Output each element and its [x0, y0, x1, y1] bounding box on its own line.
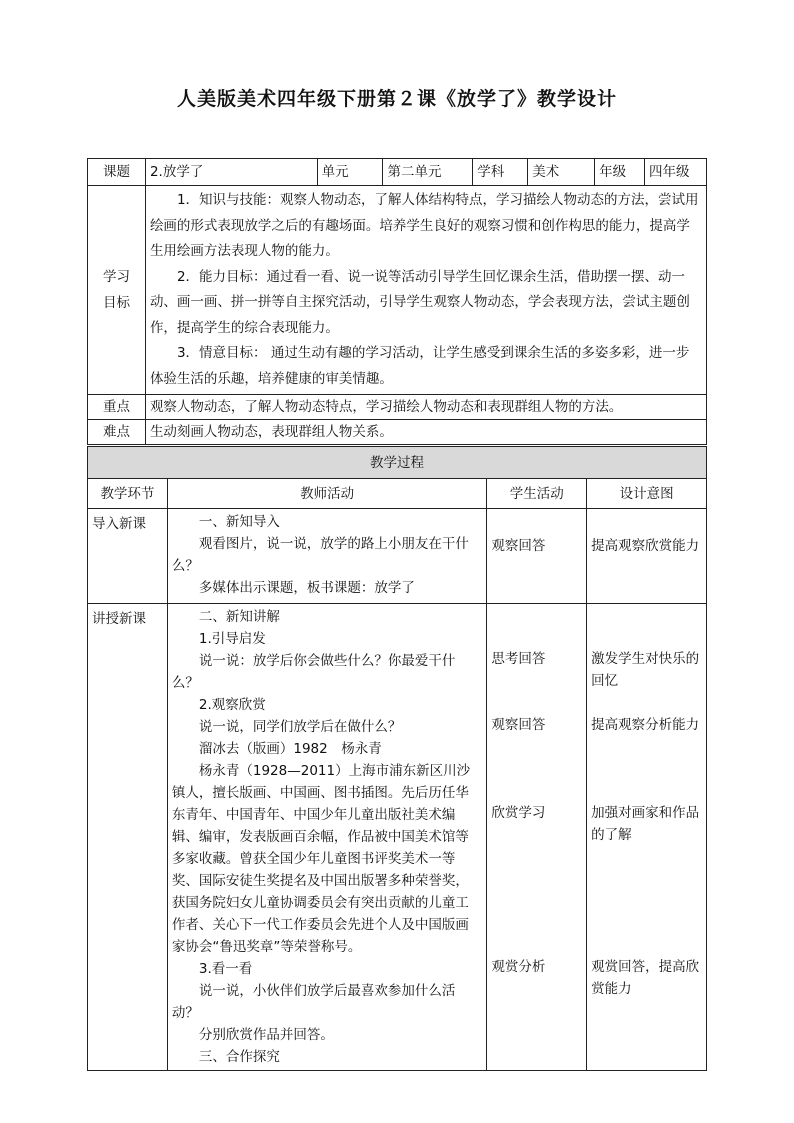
student-activity: 观赏分析: [491, 959, 546, 975]
difficulty-label: 难点: [88, 420, 146, 445]
grade-value: 四年级: [645, 159, 707, 186]
teach-step: 说一说：放学后你会做些什么？你最爱干什么？: [171, 653, 456, 691]
subject-label: 学科: [473, 159, 528, 186]
intro-student: 观察回答: [487, 509, 587, 604]
intro-intent: 提高观察欣赏能力: [587, 509, 707, 604]
teach-step: 杨永青（1928—2011）上海市浦东新区川沙镇人，擅长版画、中国画、图书插图。先后历任华东青年、中国青年、中国少年儿童出版社美术编辑、编审，发表版画百余幅，作品被中国美术馆等多家收藏。曾获全国少年儿童图书评奖美术一等奖、国际安徒生奖提名及中国出版署多种荣誉奖，获国务院妇女儿童协调委员会有突出贡献的儿童工作者、关心下一代工作委员会先进个人及中国版画家协会“鲁迅奖章”等荣誉称号。: [171, 763, 471, 955]
intro-teacher: [167, 509, 486, 604]
student-activity: 欣赏学习: [491, 805, 546, 821]
column-header-row: [88, 479, 707, 509]
design-intent: 提高观察分析能力: [591, 717, 700, 733]
col-stage: 教学环节: [88, 479, 168, 509]
teach-intent: [587, 604, 707, 1071]
info-row: [88, 159, 707, 186]
teach-student: [487, 604, 587, 1071]
teach-heading: 二、新知讲解: [198, 609, 280, 625]
key-point-value: 观察人物动态，了解人物动态特点，学习描绘人物动态和表现群组人物的方法。: [145, 395, 706, 420]
intro-step: 多媒体出示课题，板书课题：放学了: [198, 580, 415, 596]
difficulty-value: 生动刻画人物动态，表现群组人物关系。: [145, 420, 706, 445]
goals-content: [145, 186, 706, 395]
goal-ability: 2．能力目标：通过看一看、说一说等活动引导学生回忆课余生活，借助摆一摆、动一动、画一画、拼一拼等自主探究活动，引导学生观察人物动态，学会表现方法，尝试主题创作，提高学生的综合表现能力。: [149, 268, 690, 336]
intro-heading: 一、新知导入: [198, 514, 280, 530]
design-intent: 观赏回答，提高欣赏能力: [591, 959, 700, 997]
teaching-process-table: [87, 446, 707, 1071]
teach-step: 3.看一看: [198, 961, 253, 977]
grade-label: 年级: [595, 159, 645, 186]
intro-row: [88, 509, 707, 604]
intro-step: 观看图片，说一说，放学的路上小朋友在干什么？: [171, 536, 469, 574]
teach-step: 溜冰去（版画）1982 杨永青: [198, 741, 382, 757]
goals-label: 学习目标: [88, 186, 146, 395]
student-activity: 观察回答: [491, 717, 546, 733]
teach-step: 分别欣赏作品并回答。: [198, 1027, 334, 1043]
teach-step: 2.观察欣赏: [198, 697, 266, 713]
teach-row: [88, 604, 707, 1071]
unit-label: 单元: [317, 159, 383, 186]
key-point-row: [88, 395, 707, 420]
intro-stage: 导入新课: [88, 509, 168, 604]
design-intent: 激发学生对快乐的回忆: [591, 651, 700, 689]
teach-step: 说一说，小伙伴们放学后最喜欢参加什么活动？: [171, 983, 456, 1021]
topic-value: 2.放学了: [145, 159, 317, 186]
goal-knowledge: 1．知识与技能：观察人物动态，了解人体结构特点，学习描绘人物动态的方法，尝试用绘画的形式表现放学之后的有趣场面。培养学生良好的观察习惯和创作构思的能力，提高学生用绘画方法表现人物的能力。: [149, 192, 699, 259]
teach-stage: 讲授新课: [88, 604, 168, 1071]
lesson-info-table: [87, 158, 707, 445]
col-intent: 设计意图: [587, 479, 707, 509]
design-intent: 加强对画家和作品的了解: [591, 805, 700, 843]
process-header-row: [88, 447, 707, 479]
col-student: 学生活动: [487, 479, 587, 509]
subject-value: 美术: [528, 159, 595, 186]
col-teacher: 教师活动: [167, 479, 486, 509]
teach-teacher: [167, 604, 486, 1071]
teach-step: 1.引导启发: [198, 631, 266, 647]
process-header: 教学过程: [88, 447, 707, 479]
student-activity: 思考回答: [491, 651, 546, 667]
document-title: 人美版美术四年级下册第２课《放学了》教学设计: [176, 88, 617, 110]
topic-label: 课题: [88, 159, 146, 186]
goals-row: [88, 186, 707, 395]
key-point-label: 重点: [88, 395, 146, 420]
unit-value: 第二单元: [383, 159, 473, 186]
difficulty-row: [88, 420, 707, 445]
goal-emotion: 3．情意目标： 通过生动有趣的学习活动，让学生感受到课余生活的多姿多彩，进一步体验生活的乐趣，培养健康的审美情趣。: [149, 345, 690, 387]
teach-step: 说一说，同学们放学后在做什么？: [198, 719, 402, 735]
teach-heading: 三、合作探究: [198, 1049, 280, 1065]
